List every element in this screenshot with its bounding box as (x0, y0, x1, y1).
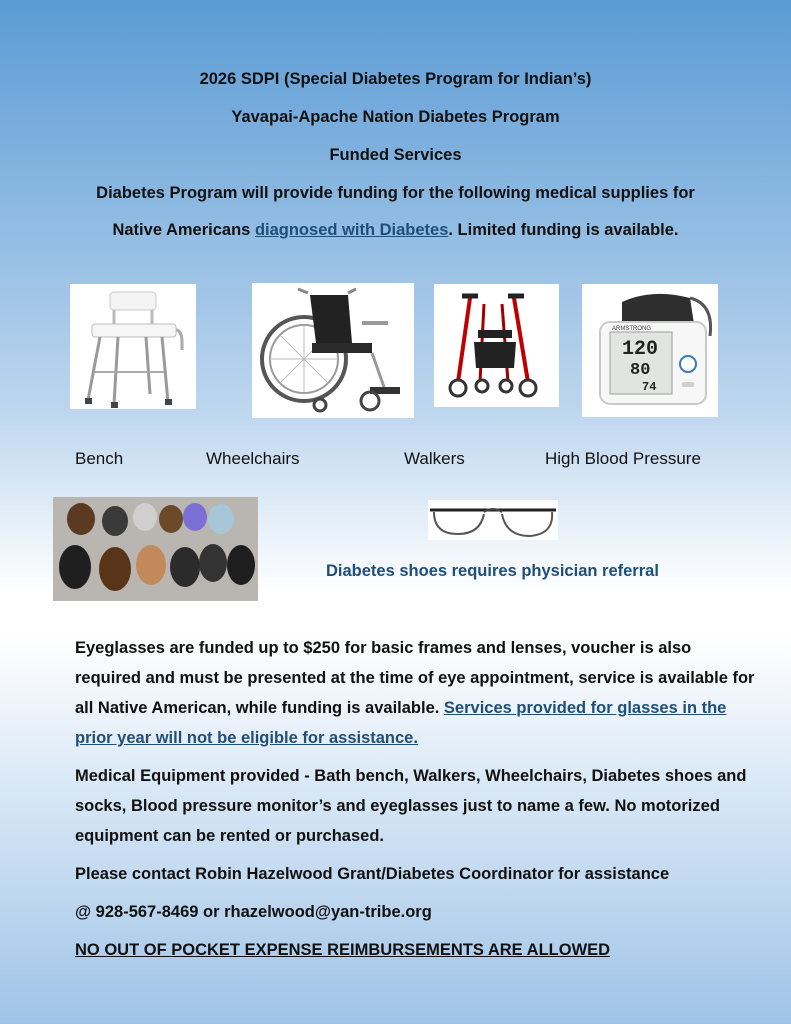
caption-walkers: Walkers (404, 449, 465, 468)
bath-bench-image (70, 284, 196, 409)
prior-year-glasses-link[interactable]: Services provided for glasses in the prior year will not be eligible for assistance. (75, 699, 727, 747)
diabetic-shoes-illustration (53, 497, 258, 601)
wheelchair-illustration (252, 283, 414, 418)
bath-bench-illustration (70, 284, 196, 409)
program-title: 2026 SDPI (Special Diabetes Program for Indian’s) (199, 70, 592, 88)
rollator-walker-illustration (434, 284, 559, 407)
wheelchair-image (252, 283, 414, 418)
caption-high-blood-pressure: High Blood Pressure (545, 449, 701, 468)
contact-details: @ 928-567-8469 or rhazelwood@yan-tribe.org (75, 903, 432, 921)
eyeglasses-illustration (428, 500, 558, 540)
walker-image (434, 284, 559, 407)
equipment-paragraph: Medical Equipment provided - Bath bench, Walkers, Wheelchairs, Diabetes shoes and socks, Blood pressure monitor’s and eyeglasses just to name a few. No motorized equipment can be rented or purchased. (75, 767, 747, 845)
nation-program-title: Yavapai-Apache Nation Diabetes Program (231, 108, 560, 126)
caption-bench: Bench (75, 449, 124, 468)
reimbursement-notice: NO OUT OF POCKET EXPENSE REIMBURSEMENTS ARE ALLOWED (75, 941, 611, 959)
diastolic-reading: 80 (630, 361, 651, 380)
eyeglasses-image (428, 500, 558, 540)
eligibility-text-pre: Native Americans (112, 221, 255, 239)
diabetic-shoes-image (53, 497, 258, 601)
intro-line: Diabetes Program will provide funding for the following medical supplies for (96, 184, 695, 202)
contact-line: Please contact Robin Hazelwood Grant/Diabetes Coordinator for assistance (75, 865, 670, 883)
funded-services-heading: Funded Services (329, 146, 462, 164)
monitor-brand: ARMSTRONG (612, 326, 651, 332)
blood-pressure-monitor-illustration (582, 284, 718, 417)
eyeglasses-text: Eyeglasses are funded up to $250 for basic frames and lenses, voucher is also required and must be presented at the time of eye appointment, service is available for all Native American, while funding is available. (75, 639, 755, 717)
eligibility-text-post: . Limited funding is available. (448, 221, 679, 239)
caption-wheelchairs: Wheelchairs (206, 449, 300, 468)
pulse-reading: 74 (642, 380, 657, 394)
eligibility-line (0, 221, 791, 240)
diagnosed-with-diabetes-link[interactable]: diagnosed with Diabetes (254, 221, 449, 239)
blood-pressure-monitor-image (582, 284, 718, 417)
eyeglasses-paragraph (75, 633, 755, 753)
systolic-reading: 120 (622, 338, 659, 361)
shoes-referral-note: Diabetes shoes requires physician referral (326, 562, 659, 580)
